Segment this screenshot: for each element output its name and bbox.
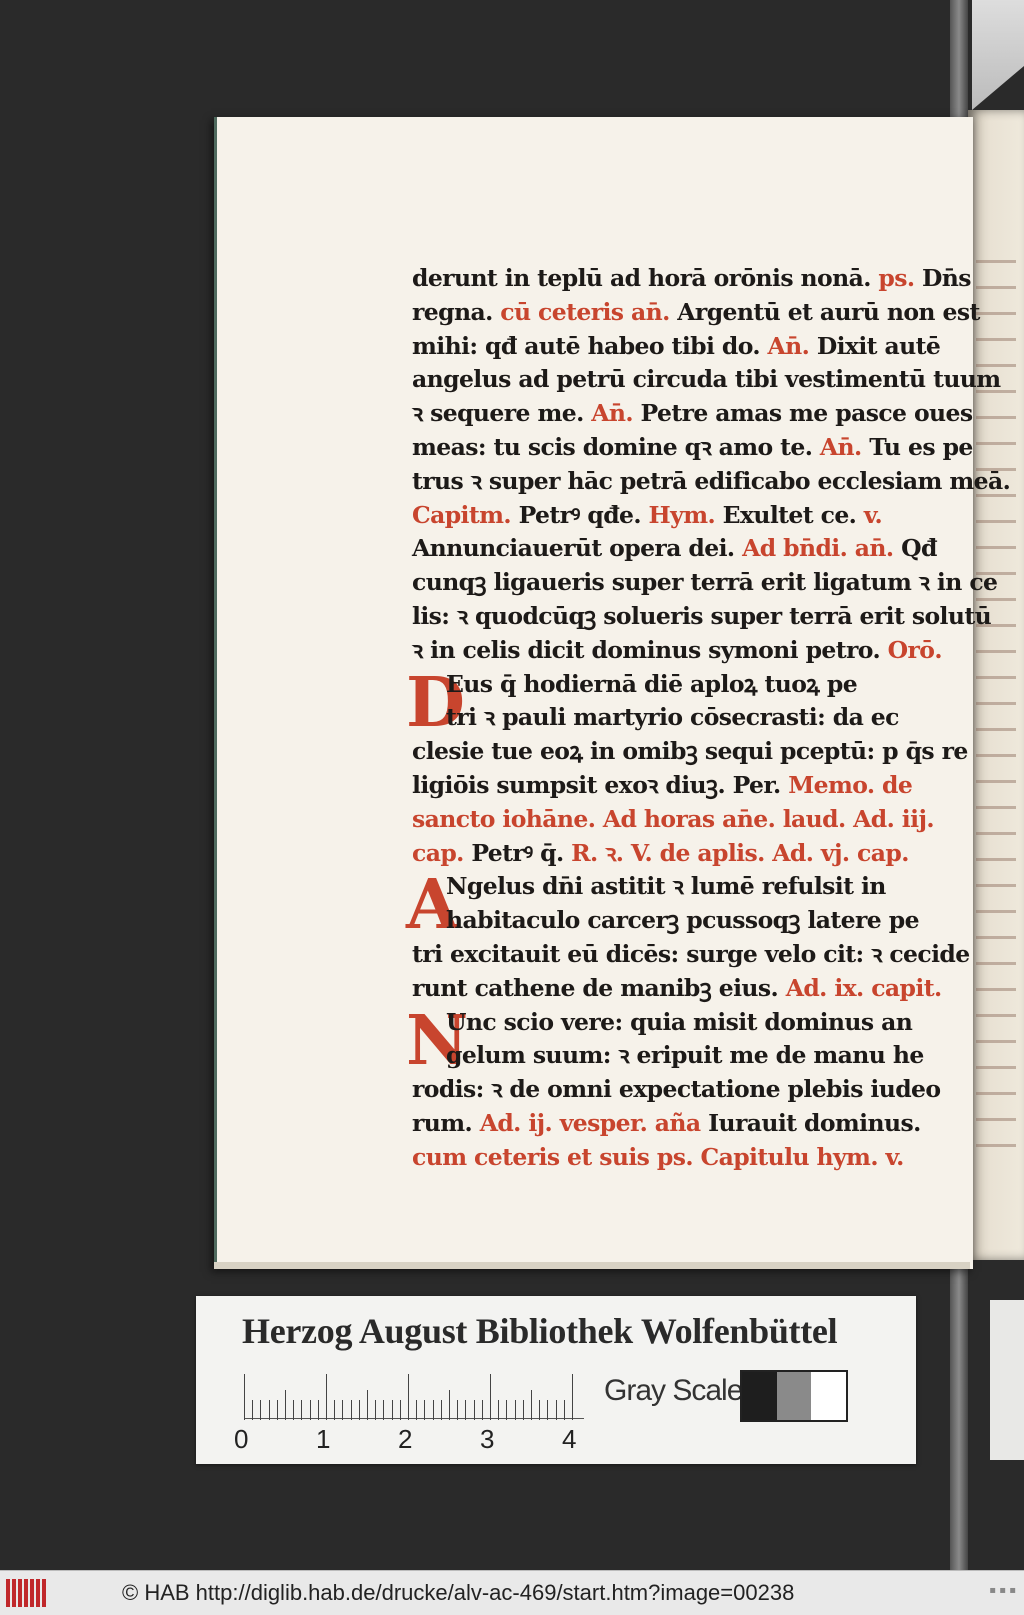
body-text: Tu es pe [861, 432, 973, 461]
ruler-tick [433, 1400, 434, 1420]
ruler-tick [465, 1400, 466, 1420]
rubric-text: cū ceteris an̄. [500, 297, 670, 326]
gray-scale-label: Gray Scale [604, 1374, 743, 1407]
rubric-text: An̄. [591, 399, 633, 428]
ruler-tick [572, 1374, 573, 1420]
ruler-tick [342, 1400, 343, 1420]
folio-mark [655, 225, 695, 245]
ruler-tick [539, 1400, 540, 1420]
body-text: regna. [412, 297, 501, 326]
gray-scale-patches [740, 1370, 848, 1422]
ruler-tick [367, 1390, 368, 1420]
measurement-ruler [244, 1368, 594, 1420]
ruler-tick [318, 1400, 319, 1420]
rubric-text: Ad bn̄di. an̄. [742, 534, 894, 563]
ruler-tick [564, 1400, 565, 1420]
body-text: cunqꝫ ligaueris super terrā erit ligatum ꝛ in ce [412, 568, 998, 597]
ruler-tick [515, 1400, 516, 1420]
ruler-tick [547, 1400, 548, 1420]
text-line [412, 1039, 924, 1073]
ruler-tick [531, 1390, 532, 1420]
body-text: rodis: ꝛ de omni expectatione plebis iudeo [412, 1075, 941, 1104]
body-text: Petrꝰ qđe. [511, 500, 649, 529]
ruler-baseline [244, 1418, 584, 1419]
body-text: Petre amas me pasce oues [632, 399, 973, 428]
ruler-number-4: 4 [562, 1424, 577, 1454]
text-line [412, 499, 924, 533]
ruler-number-0: 0 [234, 1424, 249, 1454]
body-text: Eus q̄ hodiernā diē aploꝝ tuoꝝ pe [446, 669, 858, 698]
ruler-tick [285, 1390, 286, 1420]
body-text: rum. [412, 1108, 480, 1137]
body-text: runt cathene de manibꝫ eius. [412, 973, 786, 1002]
text-line [412, 803, 934, 837]
facing-page-text-bleed [976, 260, 1016, 1160]
text-line [412, 532, 937, 566]
gray-patch [742, 1372, 777, 1420]
ruler-tick [301, 1400, 302, 1420]
body-text: clesie tue eoꝝ in omibꝫ sequi pceptū: p q̄s re [412, 737, 968, 766]
body-text: gelum suum: ꝛ eripuit me de manu he [446, 1041, 924, 1070]
body-text: Annunciauerūt opera dei. [412, 534, 743, 563]
rubric-text: ps. [878, 264, 915, 292]
ruler-tick [269, 1400, 270, 1420]
text-line [412, 262, 971, 296]
page-text-block [406, 262, 1011, 1175]
body-text: ꝛ sequere me. [412, 399, 592, 428]
ruler-number-2: 2 [398, 1424, 413, 1454]
ruler-tick [556, 1400, 557, 1420]
ruler-tick [523, 1400, 524, 1420]
ruler-tick [383, 1400, 384, 1420]
text-line [412, 735, 968, 769]
text-line [412, 1073, 941, 1107]
rubric-text: R. ꝛ. V. de aplis. Ad. vj. cap. [571, 838, 909, 867]
body-text: Dixit autē [809, 331, 941, 360]
ruler-tick [252, 1400, 253, 1420]
body-text: mihi: qđ autē habeo tibi do. [412, 331, 768, 360]
body-text: tri excitauit eū dicēs: surge velo cit: ꝛ cecide [412, 939, 970, 968]
rubric-text: Ad. ij. vesper. aña [479, 1108, 701, 1137]
text-line [412, 938, 970, 972]
ruler-tick [359, 1400, 360, 1420]
rubric-text: v. [863, 500, 883, 529]
ruler-number-1: 1 [316, 1424, 331, 1454]
ruler-number-3: 3 [480, 1424, 495, 1454]
rubricated-initial: N [406, 1000, 468, 1081]
rubric-text: Capitm. [412, 500, 511, 529]
ruler-tick [260, 1400, 261, 1420]
text-line [412, 701, 924, 735]
text-line [412, 1141, 924, 1175]
rubric-text: An̄. [819, 432, 862, 461]
footer-bar [0, 1570, 1024, 1615]
hab-logo-icon [6, 1579, 46, 1607]
text-line [412, 837, 924, 871]
gray-patch [777, 1372, 812, 1420]
text-line [412, 330, 941, 364]
body-text: habitaculo carcerꝫ pcussoqꝫ latere pe [446, 906, 919, 935]
body-text: Unc scio vere: quia misit dominus an [446, 1007, 913, 1036]
ruler-tick [277, 1400, 278, 1420]
body-text: Argentū et aurū non est [669, 297, 980, 326]
rubricated-initial: D [406, 662, 465, 743]
text-line [412, 600, 992, 634]
text-line [412, 566, 998, 600]
rubric-text: Ad. ix. capit. [785, 973, 942, 1002]
rubric-text: sancto iohāne. Ad horas an̄e. laud. Ad. iij. [412, 804, 934, 833]
body-text: trus ꝛ super hāc petrā edificabo ecclesiam meā. [412, 466, 1011, 495]
rubric-text: Orō. [887, 635, 942, 664]
ruler-tick [244, 1374, 245, 1420]
ruler-tick [498, 1400, 499, 1420]
body-text: tri ꝛ pauli martyrio cōsecrasti: da ec [446, 703, 899, 732]
rubricated-initial: A [406, 865, 459, 946]
copyright-url: © HAB http://diglib.hab.de/drucke/alv-ac-469/start.htm?image=00238 [122, 1580, 795, 1605]
ruler-tick [416, 1400, 417, 1420]
text-line [412, 465, 1011, 499]
text-line [412, 634, 942, 668]
ruler-tick [457, 1400, 458, 1420]
ruler-tick [351, 1400, 352, 1420]
body-text: Exultet ce. [715, 500, 864, 529]
footer-mark: ▪ ▪ ▪ [989, 1585, 1016, 1596]
ruler-tick [441, 1400, 442, 1420]
body-text: ꝛ in celis dicit dominus symoni petro. [412, 635, 888, 664]
body-text: Dn̄s [914, 264, 971, 292]
ruler-tick [408, 1374, 409, 1420]
ruler-tick [375, 1400, 376, 1420]
ruler-tick [293, 1400, 294, 1420]
ruler-tick [449, 1390, 450, 1420]
body-text: angelus ad petrū circuda tibi vestimentū tuum [412, 365, 1001, 394]
ruler-tick [334, 1400, 335, 1420]
text-line [412, 296, 980, 330]
text-line [412, 431, 973, 465]
text-line [412, 1107, 924, 1141]
ruler-tick [326, 1374, 327, 1420]
rubric-text: cap. [412, 838, 464, 867]
text-line [412, 397, 973, 431]
text-line [412, 904, 924, 938]
ruler-tick [400, 1400, 401, 1420]
rubric-text: An̄. [767, 331, 810, 360]
ruler-tick [482, 1400, 483, 1420]
facing-page-edge [968, 110, 1024, 1260]
body-text: meas: tu scis domine qꝛ amo te. [412, 432, 820, 461]
rubric-text: cum ceteris et suis ps. Capitulu hym. v. [412, 1142, 904, 1171]
body-text: Qđ [893, 534, 937, 563]
ruler-tick [310, 1400, 311, 1420]
body-text: Iurauit dominus. [700, 1108, 921, 1137]
body-text: lis: ꝛ quodcūqꝫ solueris super terrā erit solutū [412, 601, 992, 630]
ruler-tick [474, 1400, 475, 1420]
page-bottom-edge [214, 1262, 970, 1269]
ruler-tick [506, 1400, 507, 1420]
body-text: ligiōis sumpsit exoꝛ diuꝫ. Per. [412, 770, 789, 799]
rubric-text: Memo. de [788, 770, 913, 799]
body-text: Ngelus dn̄i astitit ꝛ lumē refulsit in [446, 872, 886, 901]
gray-patch [811, 1372, 846, 1420]
ruler-tick [490, 1374, 491, 1420]
library-label-card [196, 1296, 916, 1464]
library-name: Herzog August Bibliothek Wolfenbüttel [242, 1311, 838, 1351]
ruler-tick [392, 1400, 393, 1420]
text-line [412, 363, 1001, 397]
body-text: derunt in teplū ad horā orōnis nonā. [412, 264, 879, 292]
facing-label-card-edge [990, 1300, 1024, 1460]
ruler-tick [424, 1400, 425, 1420]
body-text: Petrꝰ q̄. [463, 838, 572, 867]
text-line [412, 972, 942, 1006]
rubric-text: Hym. [648, 500, 716, 529]
text-line [412, 769, 924, 803]
